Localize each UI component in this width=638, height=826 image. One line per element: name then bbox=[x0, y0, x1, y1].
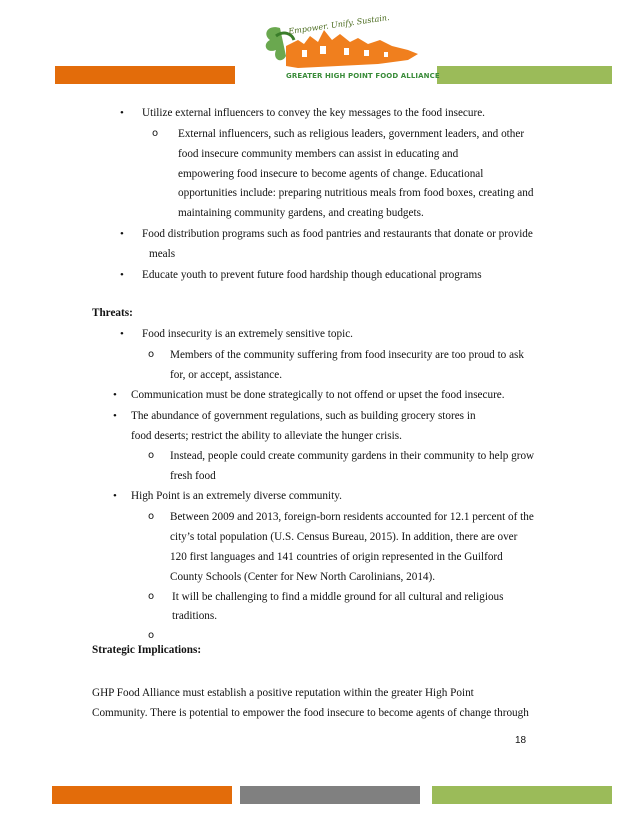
sub-item-line: fresh food bbox=[170, 470, 216, 482]
sub-bullet-marker: o bbox=[148, 630, 155, 641]
threat-item: Food insecurity is an extremely sensitive topic. bbox=[142, 328, 353, 340]
sub-item-line: It will be challenging to find a middle ground for all cultural and religious bbox=[172, 591, 504, 603]
sub-bullet-marker: o bbox=[148, 450, 155, 461]
sub-item-line: Between 2009 and 2013, foreign-born residents accounted for 12.1 percent of the bbox=[170, 511, 534, 523]
sub-item-line: Instead, people could create community gardens in their community to help grow bbox=[170, 450, 535, 462]
footer-bar-orange bbox=[52, 786, 232, 804]
sub-bullet-marker: o bbox=[148, 511, 155, 522]
bullet-marker: • bbox=[120, 328, 124, 340]
body-line: Community. There is potential to empower the food insecure to become agents of change through bbox=[92, 707, 529, 719]
sub-item-line: External influencers, such as religious leaders, government leaders, and other bbox=[178, 128, 525, 140]
opportunity-item: Educate youth to prevent future food hardship though educational programs bbox=[142, 269, 482, 281]
bullet-marker: • bbox=[113, 410, 117, 422]
body-line: GHP Food Alliance must establish a positive reputation within the greater High Point bbox=[92, 687, 474, 699]
header-bar-green bbox=[437, 66, 612, 84]
sub-item-line: food insecure community members can assist in educating and bbox=[178, 148, 459, 160]
sub-bullet-marker: o bbox=[148, 349, 155, 360]
threat-item: The abundance of government regulations, such as building grocery stores in bbox=[131, 410, 476, 422]
opportunity-item: Food distribution programs such as food pantries and restaurants that donate or provide bbox=[142, 228, 533, 240]
bullet-marker: • bbox=[120, 269, 124, 281]
header-bar-orange bbox=[55, 66, 235, 84]
threat-item: food deserts; restrict the ability to alleviate the hunger crisis. bbox=[131, 430, 402, 442]
sub-item-line: Members of the community suffering from food insecurity are too proud to ask bbox=[170, 349, 524, 361]
sub-item-line: city’s total population (U.S. Census Bureau, 2015). In addition, there are over bbox=[170, 531, 518, 543]
footer-bar-gray bbox=[240, 786, 420, 804]
bullet-marker: • bbox=[113, 490, 117, 502]
alliance-logo bbox=[258, 12, 440, 86]
opportunity-item: meals bbox=[149, 248, 176, 260]
sub-item-line: 120 first languages and 141 countries of origin represented in the Guilford bbox=[170, 551, 503, 563]
bullet-marker: • bbox=[120, 228, 124, 240]
sub-item-line: for, or accept, assistance. bbox=[170, 369, 282, 381]
logo-tagline: Empower. Unify. Sustain. bbox=[287, 12, 391, 37]
threats-heading: Threats: bbox=[92, 307, 133, 319]
strategic-heading: Strategic Implications: bbox=[92, 644, 202, 656]
threat-item: Communication must be done strategically to not offend or upset the food insecure. bbox=[131, 389, 505, 401]
threat-item: High Point is an extremely diverse community. bbox=[131, 490, 342, 502]
sub-item-line: opportunities include: preparing nutritious meals from food boxes, creating and bbox=[178, 187, 534, 199]
sub-item-line: County Schools (Center for New North Carolinians, 2014). bbox=[170, 571, 436, 583]
sub-item-line: traditions. bbox=[172, 610, 218, 622]
page-number: 18 bbox=[515, 735, 527, 746]
bullet-marker: • bbox=[113, 389, 117, 401]
footer-bar-green bbox=[432, 786, 612, 804]
sub-bullet-marker: o bbox=[152, 128, 159, 139]
sub-bullet-marker: o bbox=[148, 591, 155, 602]
opportunity-item: Utilize external influencers to convey the key messages to the food insecure. bbox=[142, 107, 485, 119]
bullet-marker: • bbox=[120, 107, 124, 119]
sub-item-line: empowering food insecure to become agents of change. Educational bbox=[178, 168, 484, 180]
sub-item-line: maintaining community gardens, and creating budgets. bbox=[178, 207, 424, 219]
logo-name: GREATER HIGH POINT FOOD ALLIANCE bbox=[286, 72, 440, 80]
